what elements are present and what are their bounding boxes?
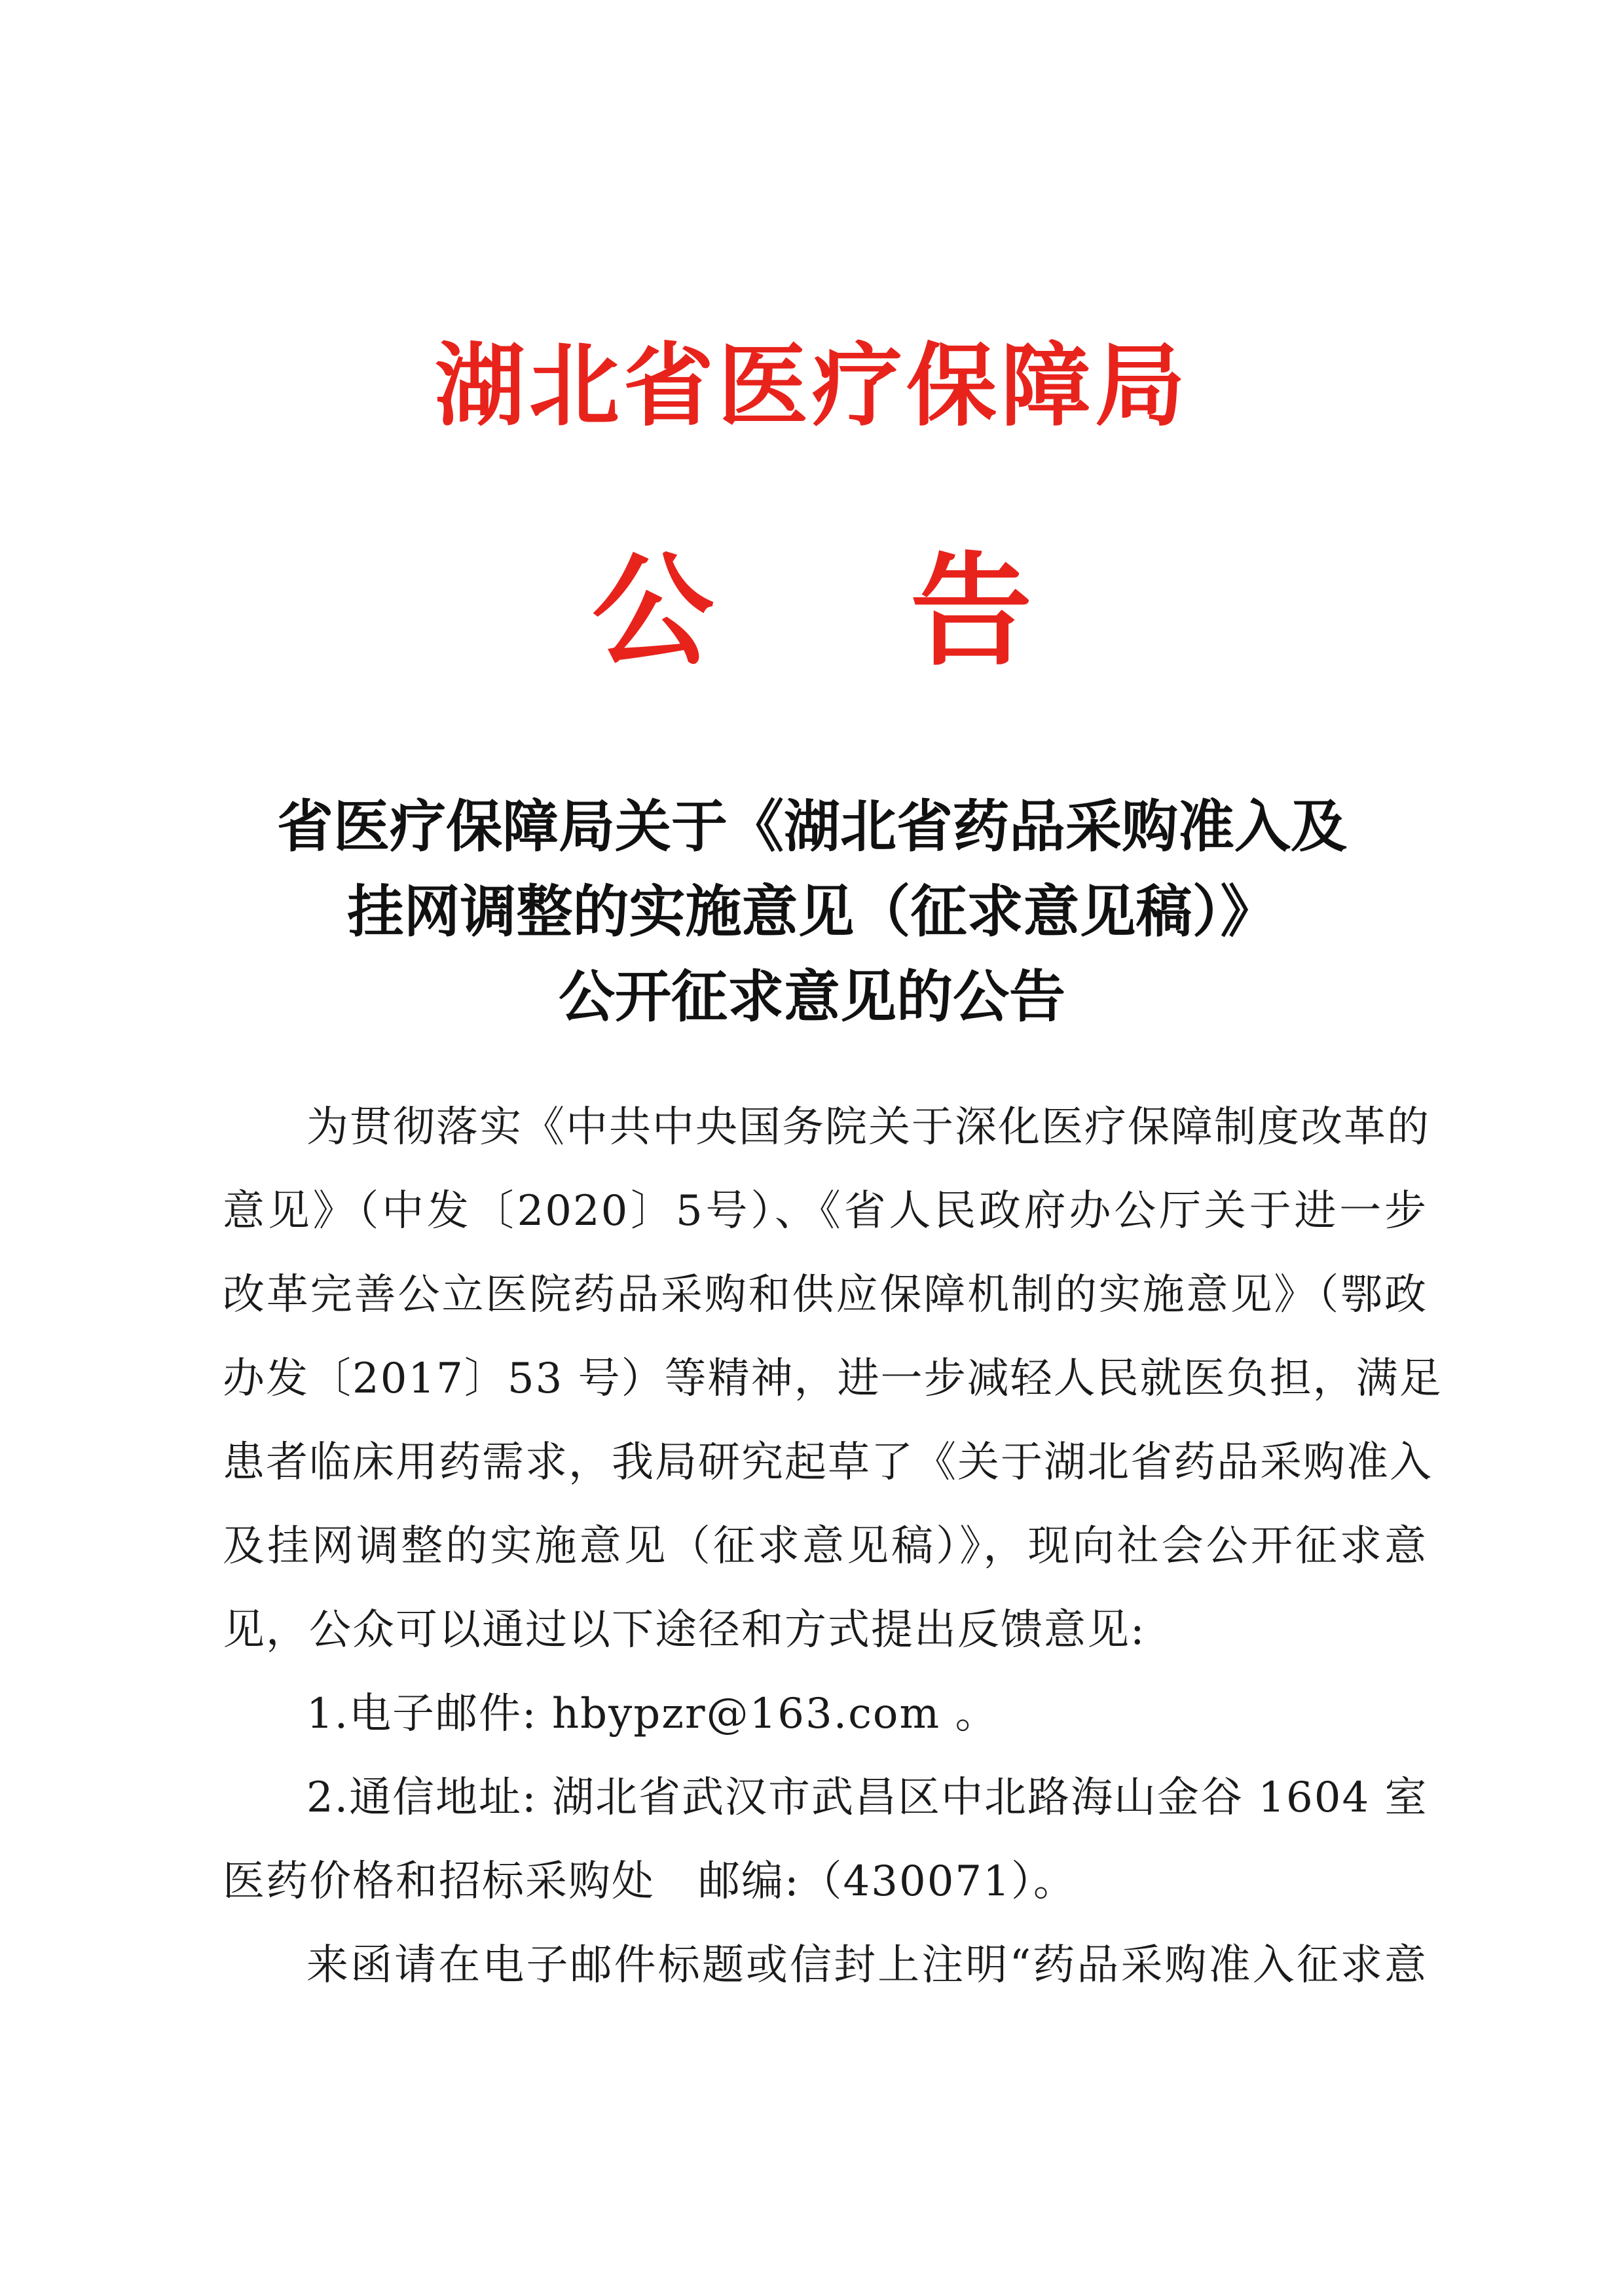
document-title (196, 784, 1428, 1040)
contact-email-item: 1.电子邮件: hbypzr@163.com 。 (306, 1690, 999, 1738)
notice-heading (0, 539, 1624, 682)
body-line: 为贯彻落实《中共中央国务院关于深化医疗保障制度改革的 (306, 1103, 1430, 1152)
body-line: 来函请在电子邮件标题或信封上注明“药品采购准入征求意 (306, 1941, 1428, 1990)
body-line: 患者临床用药需求，我局研究起草了《关于湖北省药品采购准入 (223, 1438, 1433, 1487)
document-title-line-1: 省医疗保障局关于《湖北省药品采购准入及 (277, 794, 1347, 860)
notice-heading-left: 公 (591, 539, 714, 682)
document-title-line-3: 公开征求意见的公告 (559, 964, 1065, 1030)
body-line: 办发〔2017〕53 号）等精神，进一步减轻人民就医负担，满足 (223, 1355, 1443, 1403)
notice-heading-right: 告 (910, 539, 1033, 682)
document-body (223, 1085, 1443, 2007)
issuing-authority-title: 湖北省医疗保障局 (434, 332, 1189, 439)
document-title-line-2: 挂网调整的实施意见（征求意见稿）》 (347, 879, 1277, 945)
contact-address-item: 2.通信地址: 湖北省武汉市武昌区中北路海山金谷 1604 室 (306, 1774, 1428, 1822)
body-line: 意见》（中发〔2020〕5号）、《省人民政府办公厅关于进一步 (223, 1187, 1428, 1235)
body-line: 及挂网调整的实施意见（征求意见稿）》，现向社会公开征求意 (223, 1522, 1428, 1571)
contact-address-item-cont: 医药价格和招标采购处 邮编:（430071）。 (223, 1857, 1077, 1906)
body-line: 改革完善公立医院药品采购和供应保障机制的实施意见》（鄂政 (223, 1271, 1428, 1319)
body-line: 见，公众可以通过以下途径和方式提出反馈意见: (223, 1606, 1146, 1654)
